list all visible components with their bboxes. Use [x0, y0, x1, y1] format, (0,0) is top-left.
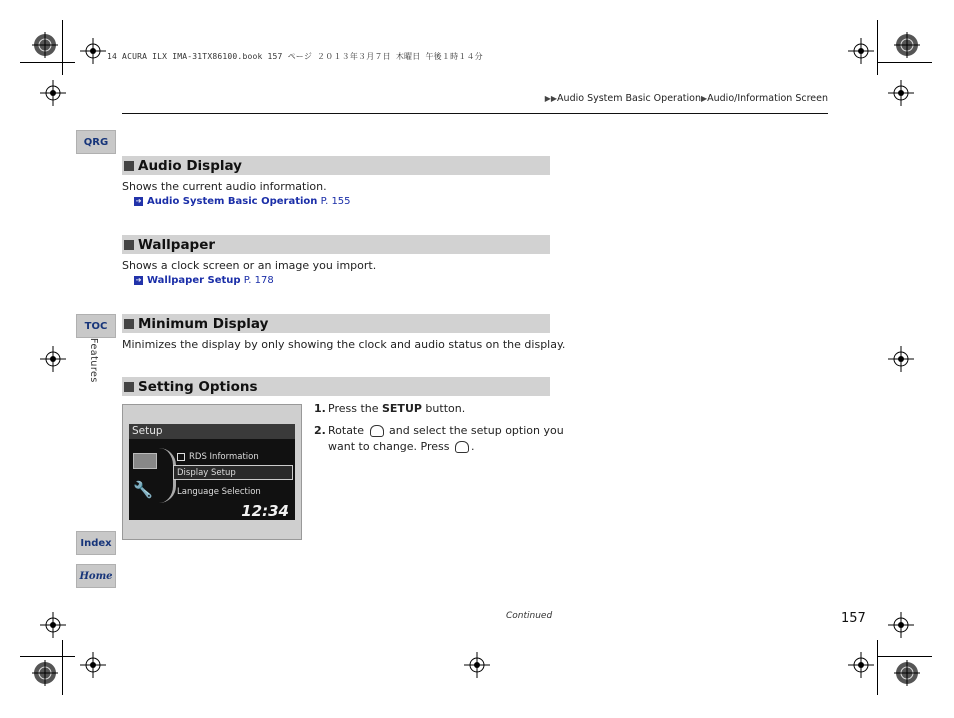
section-heading-setting-options [122, 377, 550, 396]
ref-title: Wallpaper Setup [147, 275, 241, 286]
crop-mark [62, 640, 63, 695]
step-text: Rotate [328, 424, 368, 437]
continued-label: Continued [506, 611, 553, 621]
ref-link-audio-basic[interactable] [134, 196, 351, 207]
step-number: 2. [314, 424, 326, 437]
crop-mark [62, 20, 63, 75]
breadcrumb-separator-icon: ▶ [700, 94, 708, 103]
crosshair-icon [464, 652, 490, 678]
menu-item-language: Language Selection [177, 487, 261, 497]
step-2-line-2 [328, 440, 474, 453]
crosshair-icon [40, 612, 66, 638]
header-divider [122, 113, 828, 114]
step-text: Press the [328, 402, 382, 415]
crosshair-icon [888, 346, 914, 372]
section-square-icon [124, 161, 134, 171]
menu-item-label: RDS Information [189, 452, 259, 462]
section-heading-wallpaper [122, 235, 550, 254]
step-text: button. [421, 402, 466, 415]
home-button[interactable]: Home [76, 564, 116, 588]
display-screen [129, 424, 295, 520]
registration-mark-icon [894, 32, 920, 58]
screen-title: Setup [129, 424, 295, 439]
crop-mark [877, 640, 878, 695]
menu-item-rds [177, 452, 259, 462]
crosshair-icon [80, 38, 106, 64]
crop-mark [877, 62, 932, 63]
step-text: . [470, 440, 475, 453]
ref-link-wallpaper-setup[interactable] [134, 275, 274, 286]
crosshair-icon [888, 612, 914, 638]
breadcrumb-arrow-icon: ▶▶ [544, 94, 558, 103]
section-square-icon [124, 240, 134, 250]
page-number: 157 [841, 611, 866, 626]
ref-page: P. 155 [320, 196, 351, 207]
section-title: Minimum Display [138, 315, 269, 332]
index-button[interactable]: Index [76, 531, 116, 555]
step-1 [314, 402, 465, 415]
section-square-icon [124, 382, 134, 392]
qrg-button[interactable]: QRG [76, 130, 116, 154]
crop-mark [20, 62, 75, 63]
minimum-display-text: Minimizes the display by only showing the clock and audio status on the display. [122, 338, 566, 351]
breadcrumb [545, 93, 828, 104]
crop-mark [877, 656, 932, 657]
chapter-label: Features [88, 338, 99, 383]
breadcrumb-current: Audio/Information Screen [707, 93, 828, 104]
print-header: 14 ACURA ILX IMA-31TX86100.book 157 ページ ２０１３年３月７日 木曜日 午後１時１４分 [107, 52, 483, 61]
wrench-icon: 🔧 [133, 480, 153, 499]
wallpaper-text: Shows a clock screen or an image you import. [122, 259, 377, 272]
crosshair-icon [40, 80, 66, 106]
section-title: Audio Display [138, 157, 242, 174]
crosshair-icon [848, 38, 874, 64]
audio-display-text: Shows the current audio information. [122, 180, 327, 193]
display-icon [133, 453, 157, 469]
section-title: Setting Options [138, 378, 258, 395]
section-square-icon [124, 319, 134, 329]
crosshair-icon [80, 652, 106, 678]
step-text: and select the setup option you [385, 424, 564, 437]
toc-button[interactable]: TOC [76, 314, 116, 338]
rotate-knob-icon [370, 425, 384, 437]
registration-mark-icon [32, 660, 58, 686]
reference-arrow-icon: ➔ [135, 196, 142, 205]
checkbox-icon [177, 453, 185, 461]
reference-arrow-icon: ➔ [135, 275, 142, 284]
registration-mark-icon [894, 660, 920, 686]
setup-screen-illustration [122, 404, 302, 540]
screen-clock: 12:34 [241, 502, 289, 520]
section-heading-audio-display [122, 156, 550, 175]
crosshair-icon [888, 80, 914, 106]
ref-page: P. 178 [243, 275, 274, 286]
registration-mark-icon [32, 32, 58, 58]
setup-button-label: SETUP [382, 402, 422, 415]
crosshair-icon [848, 652, 874, 678]
section-title: Wallpaper [138, 236, 216, 253]
crosshair-icon [40, 346, 66, 372]
crop-mark [877, 20, 878, 75]
step-text: want to change. Press [328, 440, 453, 453]
breadcrumb-link-basic-operation[interactable]: Audio System Basic Operation [557, 93, 701, 104]
step-2 [314, 424, 564, 437]
step-number: 1. [314, 402, 326, 415]
crop-mark [20, 656, 75, 657]
section-heading-minimum-display [122, 314, 550, 333]
press-knob-icon [455, 441, 469, 453]
ref-title: Audio System Basic Operation [147, 196, 318, 207]
menu-item-display-setup: Display Setup [173, 465, 293, 480]
